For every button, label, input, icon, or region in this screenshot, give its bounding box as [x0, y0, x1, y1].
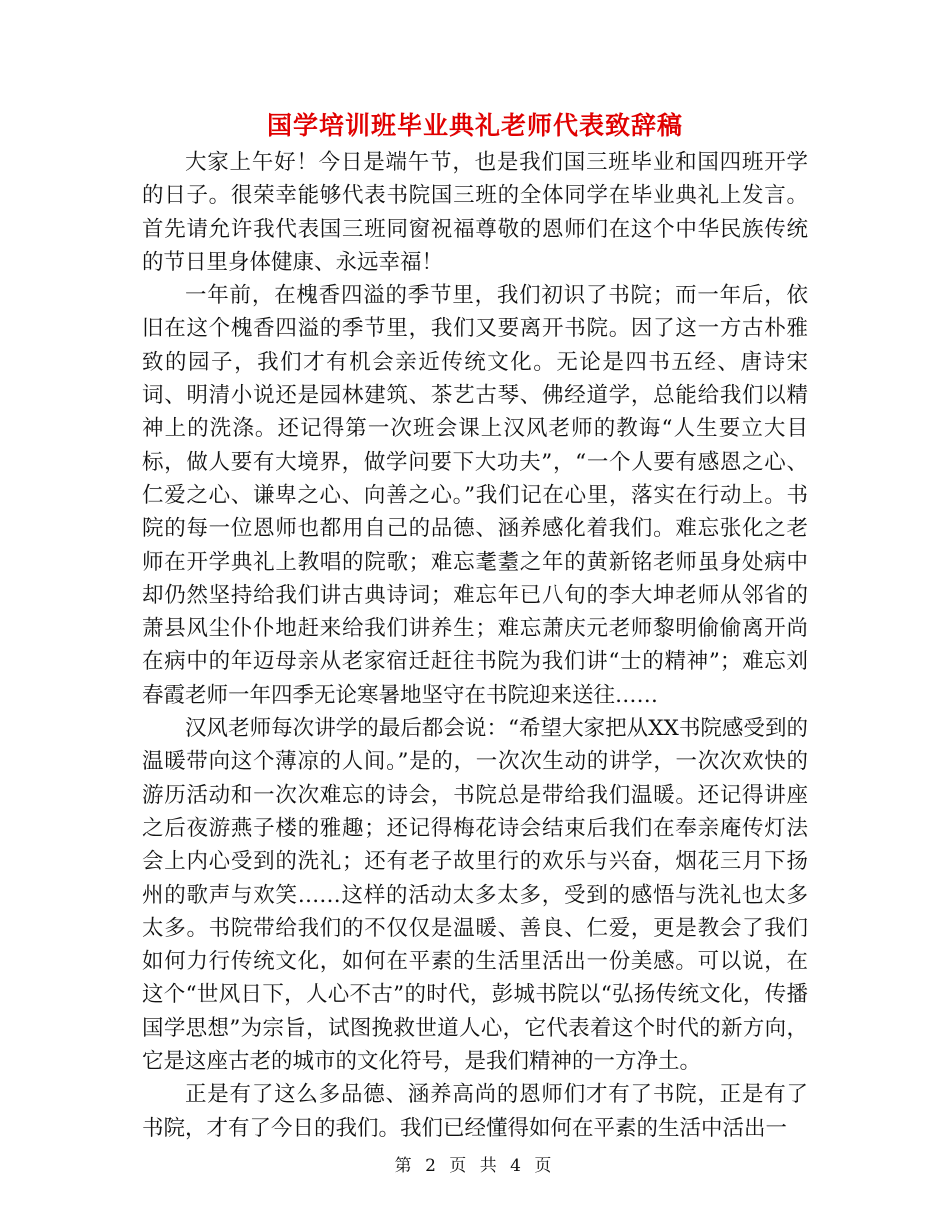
document-body [142, 146, 808, 1145]
document-title: 国学培训班毕业典礼老师代表致辞稿 [266, 111, 683, 140]
paragraph-2: 一年前，在槐香四溢的季节里，我们初识了书院；而一年后，依旧在这个槐香四溢的季节里，我们又要离开书院。因了这一方古朴雅致的园子，我们才有机会亲近传统文化。无论是四书五经、唐诗宋词、明清小说还是园林建筑、茶艺古琴、佛经道学，总能给我们以精神上的洗涤。还记得第一次班会课上汉风老师的教诲“人生要立大目标，做人要有大境界，做学问要下大功夫”，“一个人要有感恩之心、仁爱之心、谦卑之心、向善之心。”我们记在心里，落实在行动上。书院的每一位恩师也都用自己的品德、涵养感化着我们。难忘张化之老师在开学典礼上教唱的院歌；难忘耄耋之年的黄新铭老师虽身处病中却仍然坚持给我们讲古典诗词；难忘年已八旬的李大坤老师从邻省的萧县风尘仆仆地赶来给我们讲养生；难忘萧庆元老师黎明偷偷离开尚在病中的年迈母亲从老家宿迁赶往书院为我们讲“士的精神”；难忘刘春霞老师一年四季无论寒暑地坚守在书院迎来送往…… [142, 283, 808, 708]
paragraph-3: 汉风老师每次讲学的最后都会说：“希望大家把从XX书院感受到的温暖带向这个薄凉的人间。”是的，一次次生动的讲学，一次次欢快的游历活动和一次次难忘的诗会，书院总是带给我们温暖。还记得讲座之后夜游燕子楼的雅趣；还记得梅花诗会结束后我们在奉亲庵传灯法会上内心受到的洗礼；还有老子故里行的欢乐与兴奋，烟花三月下扬州的歌声与欢笑……这样的活动太多太多，受到的感悟与洗礼也太多太多。书院带给我们的不仅仅是温暖、善良、仁爱，更是教会了我们如何力行传统文化，如何在平素的生活里活出一份美感。可以说，在这个“世风日下，人心不古”的时代，彭城书院以“弘扬传统文化，传播国学思想”为宗旨，试图挽救世道人心，它代表着这个时代的新方向，它是这座古老的城市的文化符号，是我们精神的一方净土。 [142, 716, 808, 1075]
paragraph-4: 正是有了这么多品德、涵养高尚的恩师们才有了书院，正是有了书院，才有了今日的我们。我们已经懂得如何在平素的生活中活出一 [142, 1082, 808, 1141]
paragraph-1: 大家上午好！今日是端午节，也是我们国三班毕业和国四班开学的日子。很荣幸能够代表书院国三班的全体同学在毕业典礼上发言。首先请允许我代表国三班同窗祝福尊敬的恩师们在这个中华民族传统的节日里身体健康、永远幸福！ [142, 150, 808, 275]
page-number-footer: 第 2 页 共 4 页 [394, 1156, 556, 1176]
